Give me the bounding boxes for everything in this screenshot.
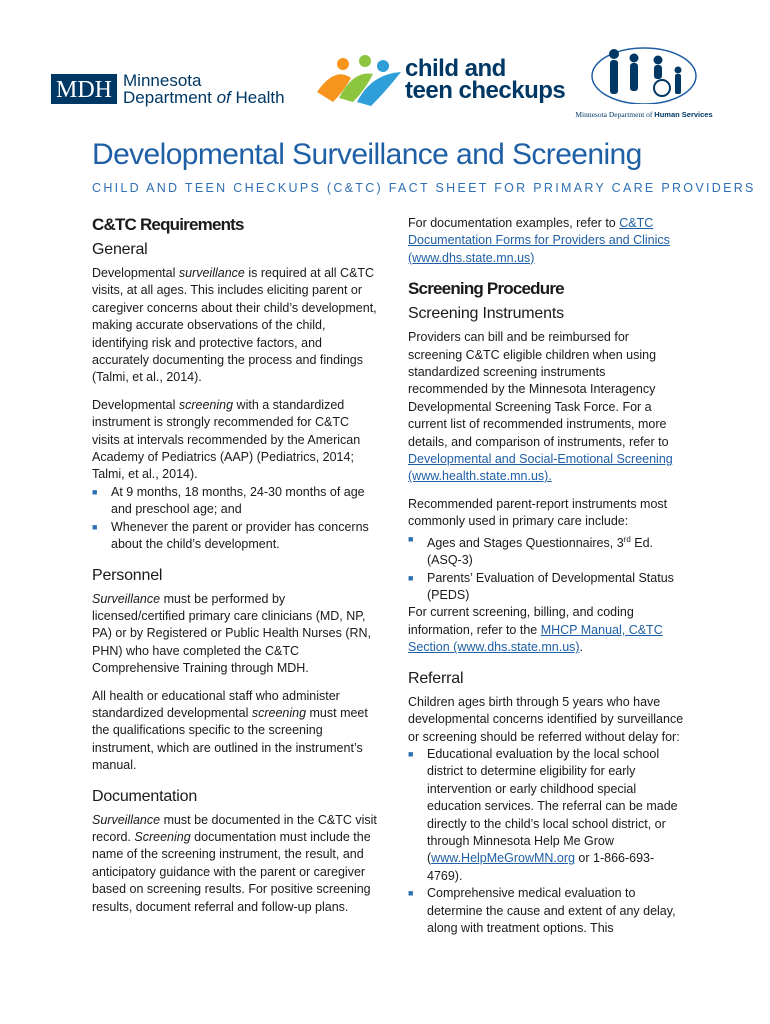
personnel-paragraph-1: Surveillance must be performed by licensed/certified primary care clinicians (MD, NP, PA) or by Registered or Public Health Nurses (RN, PHN) who have completed the C&TC Comprehensive Training through MDH.: [92, 591, 372, 676]
ctc-documentation-forms-link[interactable]: C&TC Documentation Forms for Providers and Clinics (www.dhs.state.mn.us): [408, 216, 670, 265]
instruments-bullet-list: [408, 531, 684, 605]
referral-bullet-list: [408, 746, 684, 937]
mdh-logo-abbr: MDH: [51, 74, 117, 104]
mhcp-manual-link[interactable]: MHCP Manual, C&TC Section (www.dhs.state.mn.us): [408, 622, 663, 655]
help-me-grow-link[interactable]: www.HelpMeGrowMN.org: [431, 851, 575, 866]
ctc-logo: [313, 52, 565, 108]
dhs-family-icon: [584, 42, 704, 104]
instruments-paragraph-2: Recommended parent-report instruments most commonly used in primary care include:: [408, 496, 668, 529]
bullet-icon: ■: [408, 748, 414, 759]
general-heading: General: [92, 241, 148, 258]
mdh-logo-line2: Department of Health: [123, 88, 285, 107]
mdh-logo: [51, 72, 285, 106]
personnel-paragraph-2: All health or educational staff who administer standardized developmental screening must meet the qualifications specific to the screening instrument, which are outlined in the instrument’s manual.: [92, 688, 368, 773]
documentation-paragraph: Surveillance must be documented in the C&TC visit record. Screening documentation must include the name of the screening instrument, the result, and anticipatory guidance with the parent or caregiver based on screening results. For positive screening results, document referral and follow-up plans.: [92, 812, 377, 914]
personnel-heading: Personnel: [92, 566, 163, 584]
list-item: ■ Comprehensive medical evaluation to determine the cause and extent of any delay, along with treatment options. This: [408, 886, 676, 935]
page-title: Developmental Surveillance and Screening: [92, 138, 642, 171]
ctc-logo-line1: child and: [405, 55, 506, 82]
list-item: ■ Parents’ Evaluation of Developmental Status (PEDS): [408, 570, 674, 603]
bullet-icon: ■: [408, 572, 414, 583]
doc-examples-paragraph: For documentation examples, refer to C&TC Documentation Forms for Providers and Clinics (www.dhs.state.mn.us): [408, 216, 670, 265]
general-paragraph-2: Developmental screening with a standardized instrument is strongly recommended for C&TC visits at intervals recommended by the American Academy of Pediatrics (AAP) (Pediatrics, 2014; Talmi, et al., 2014).: [92, 397, 361, 482]
list-item: ■ Ages and Stages Questionnaires, 3rd Ed. (ASQ-3): [408, 531, 684, 570]
procedure-heading: Screening Procedure: [408, 279, 564, 299]
dhs-logo: [568, 42, 720, 119]
bullet-icon: ■: [408, 533, 414, 544]
mdh-logo-line1: Minnesota: [123, 71, 202, 90]
right-column: [408, 215, 684, 937]
instruments-heading: Screening Instruments: [408, 305, 564, 323]
referral-heading: Referral: [408, 669, 464, 687]
list-item: ■ Whenever the parent or provider has concerns about the child’s development.: [92, 519, 369, 552]
ctc-figures-icon: [313, 52, 403, 108]
list-item: ■ At 9 months, 18 months, 24-30 months of age and preschool age; and: [92, 484, 365, 517]
page-subtitle: CHILD AND TEEN CHECKUPS (C&TC) FACT SHEET FOR PRIMARY CARE PROVIDERS: [92, 181, 756, 195]
ctc-logo-text: [405, 55, 566, 104]
ctc-logo-line2: teen checkups: [405, 77, 566, 104]
page-header: [0, 0, 770, 130]
instruments-paragraph-3: For current screening, billing, and coding information, refer to the MHCP Manual, C&TC Section (www.dhs.state.mn.us).: [408, 605, 663, 655]
instruments-paragraph-1: Providers can bill and be reimbursed for screening C&TC eligible children when using standardized screening instruments recommended by the Minnesota Interagency Developmental Screening Task Force. For a current list of recommended instruments, more details, and comparison of instruments, refer to Developmental and Social-Emotional Screening (www.health.state.mn.us).: [408, 330, 673, 484]
bullet-icon: ■: [92, 486, 98, 497]
mdh-logo-text: [123, 72, 285, 106]
requirements-heading: C&TC Requirements: [92, 215, 244, 234]
bullet-icon: ■: [92, 521, 98, 532]
bullet-icon: ■: [408, 888, 414, 899]
documentation-heading: Documentation: [92, 787, 198, 805]
list-item: ■ Educational evaluation by the local school district to determine eligibility for early intervention or early childhood special education services. The referral can be made directly to the child’s local school district, or through Minnesota Help Me Grow (www.HelpMeGrowMN.org or 1-866-693-4769).: [408, 746, 678, 883]
referral-paragraph: Children ages birth through 5 years who have developmental concerns identified by surveillance or screening should be referred without delay for:: [408, 694, 684, 744]
general-bullet-list: [92, 484, 377, 554]
dhs-logo-caption: Minnesota Department of Human Services: [575, 110, 713, 119]
left-column: [92, 215, 377, 916]
developmental-screening-link[interactable]: Developmental and Social-Emotional Screening (www.health.state.mn.us).: [408, 452, 673, 484]
general-paragraph-1: Developmental surveillance is required at all C&TC visits, at all ages. This includes eliciting parent or caregiver concerns about their child’s development, making accurate observations of the child, identifying risk and protective factors, and accurately documenting the process and findings (Talmi, et al., 2014).: [92, 266, 377, 385]
